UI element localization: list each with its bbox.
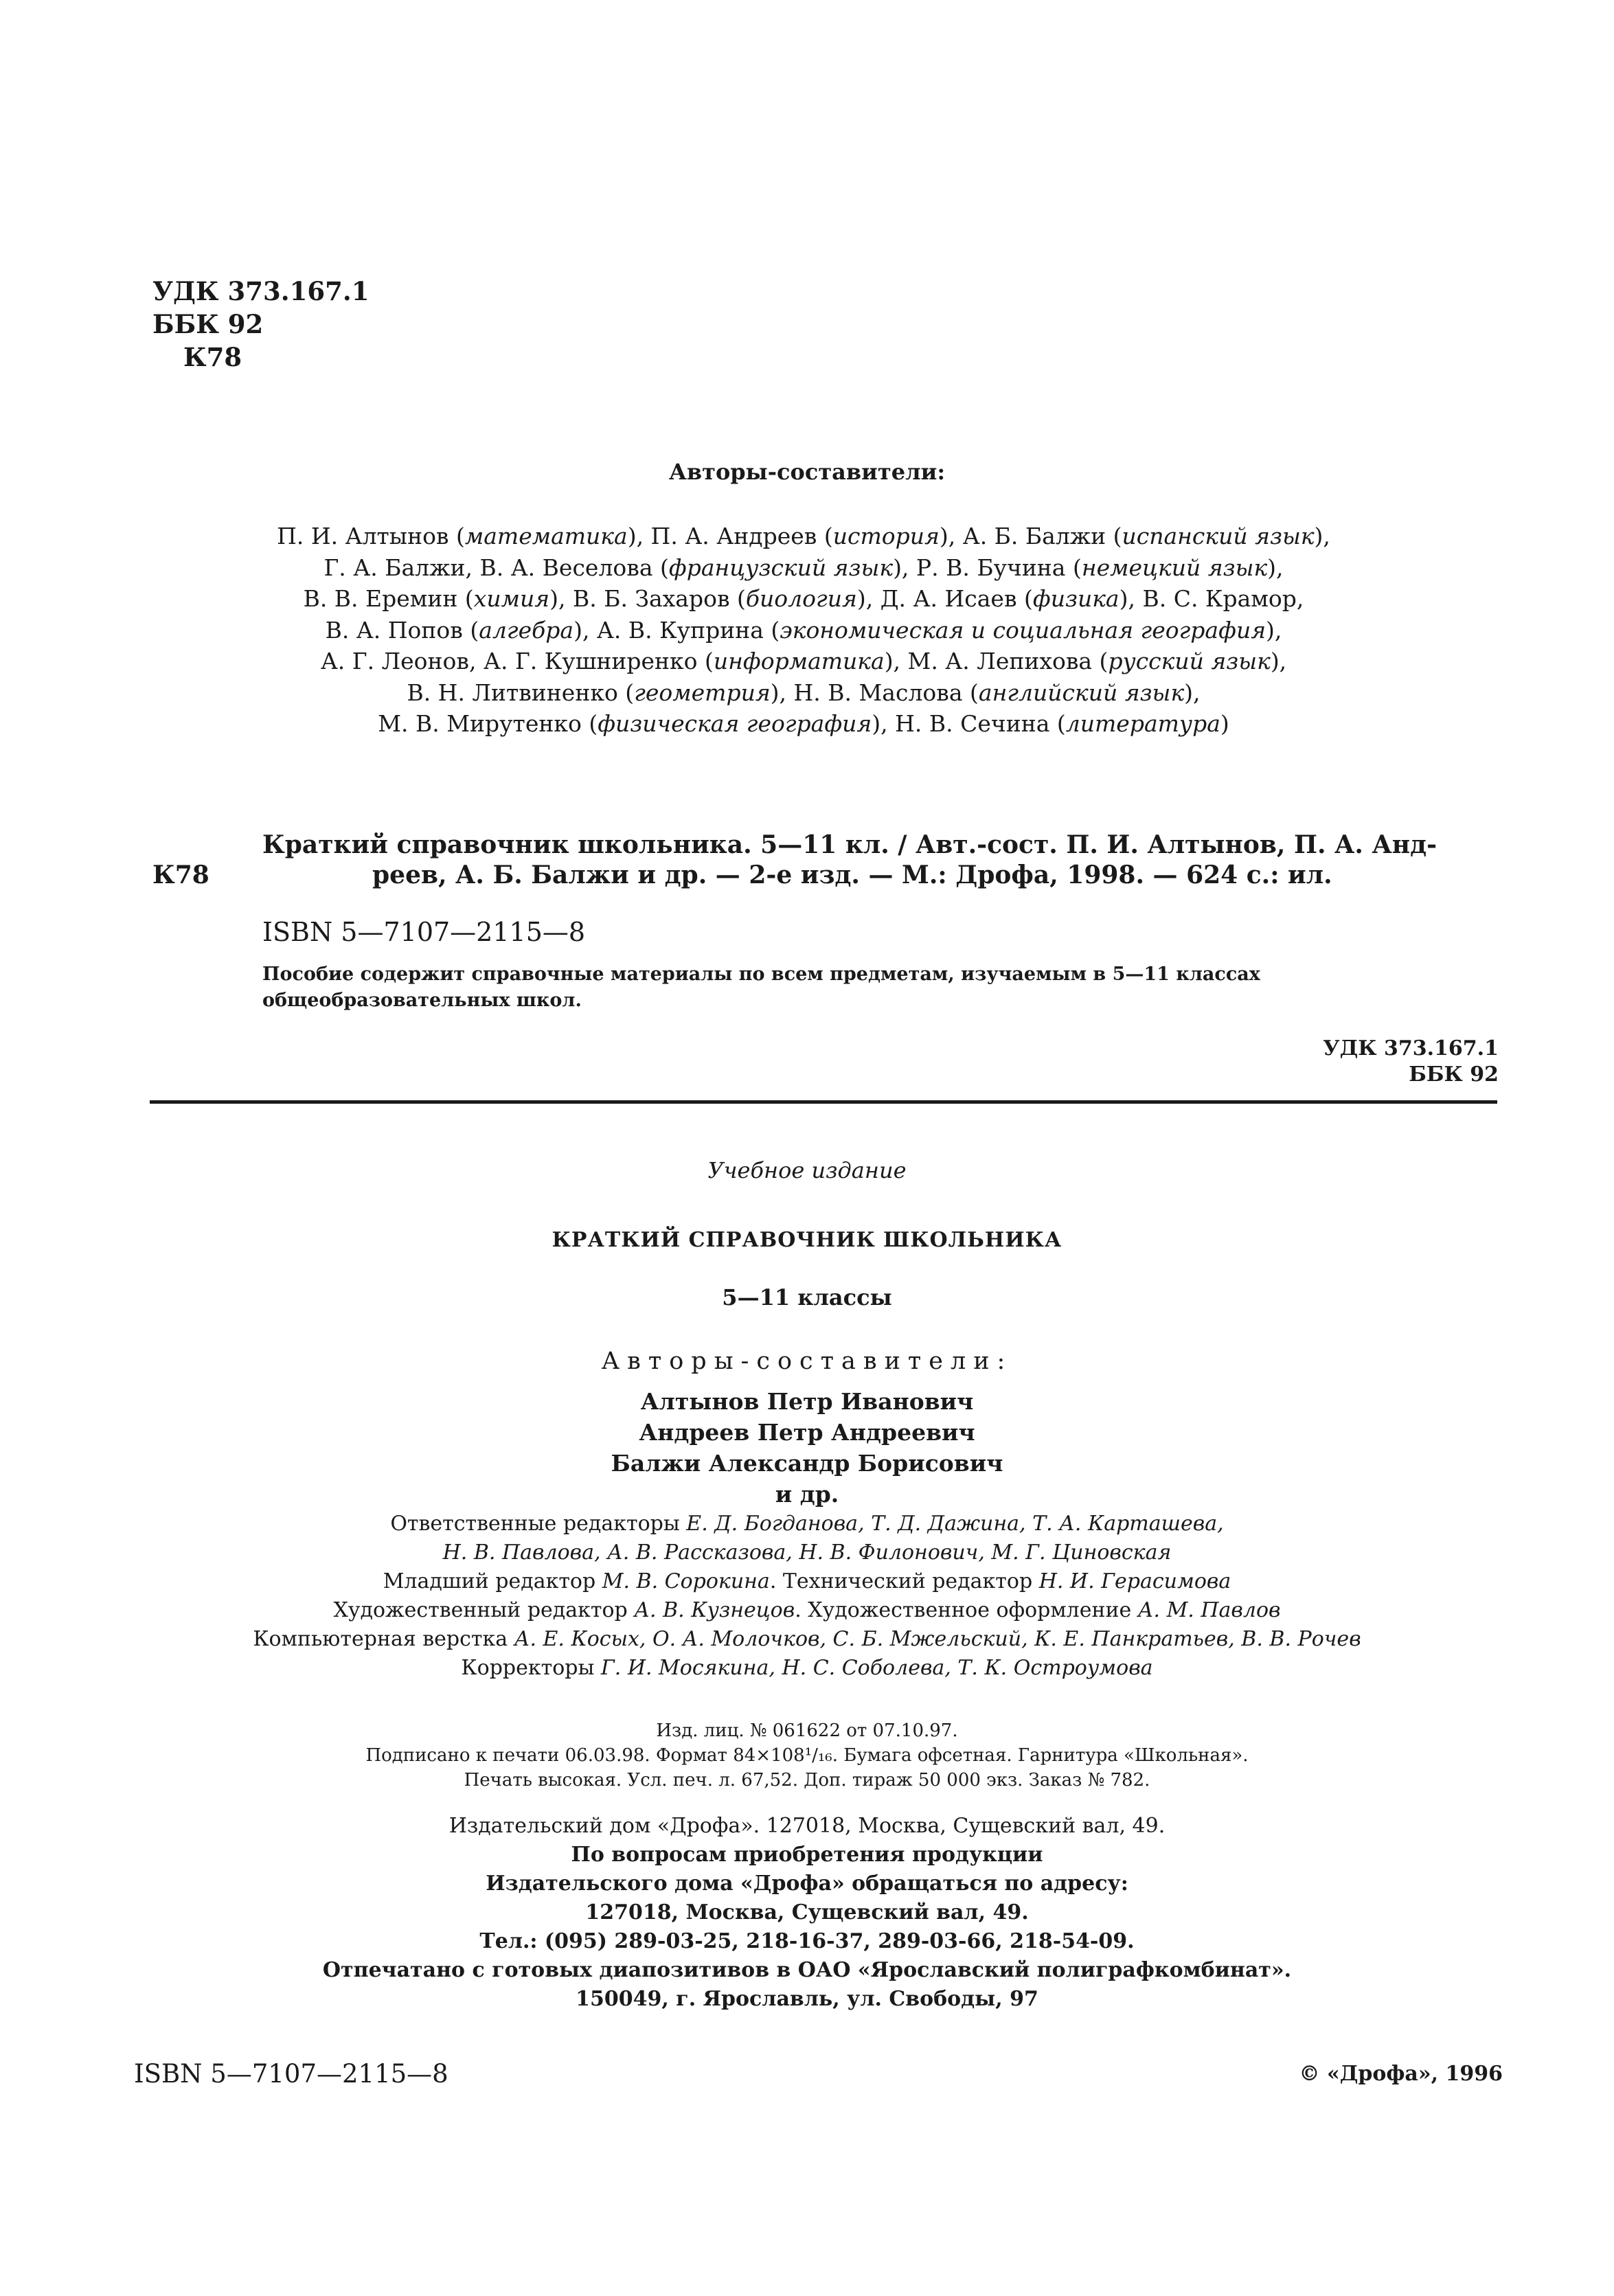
catalog-card-line-1: Краткий справочник школьника. 5—11 кл. / Авт.-сост. П. И. Алтынов, П. А. Анд- (262, 830, 1437, 859)
catalog-card-code: К78 (152, 861, 209, 889)
italic-segment: немецкий язык (1081, 554, 1268, 581)
catalog-card-line-2: реев, А. Б. Балжи и др. — 2-е изд. — М.: Дрофа, 1998. — 624 с.: ил. (372, 861, 1332, 889)
text-line (206, 646, 1401, 677)
text-line (0, 1567, 1614, 1596)
bbk-code: ББК 92 (152, 309, 264, 339)
text-segment: Корректоры (461, 1656, 601, 1680)
italic-segment: А. Е. Косых, О. А. Молочков, С. Б. Мжельский, К. Е. Панкратьев, В. В. Рочев (514, 1627, 1361, 1651)
publisher-line: Издательский дом «Дрофа». 127018, Москва, Сущевский вал, 49. (448, 1814, 1166, 1838)
italic-segment: биология (745, 585, 857, 612)
text-segment: В. Н. Литвиненко ( (407, 679, 635, 706)
catalog-card-annotation: Пособие содержит справочные материалы по всем предметам, изучаемым в 5—11 классах общеобразовательных школ. (262, 964, 1260, 1011)
print-info-line: Изд. лиц. № 061622 от 07.10.97. (656, 1720, 958, 1741)
text-segment: ), А. В. Куприна ( (573, 616, 780, 644)
publisher-info (0, 1812, 1614, 2014)
phone-line: Тел.: (095) 289-03-25, 218-16-37, 289-03-66, 218-54-09. (479, 1929, 1135, 1953)
text-line (206, 708, 1401, 740)
italic-segment: литература (1065, 710, 1220, 737)
text-line (0, 1654, 1614, 1683)
italic-segment: геометрия (634, 679, 771, 706)
imprint-author-names (0, 1386, 1614, 1510)
print-info-line: Подписано к печати 06.03.98. Формат 84×108¹/₁₆. Бумага офсетная. Гарнитура «Школьная». (365, 1745, 1249, 1766)
catalog-card-bbk: ББК 92 (1409, 1062, 1499, 1087)
text-segment: В. А. Попов ( (325, 616, 479, 644)
editors-block (0, 1510, 1614, 1683)
text-segment: В. В. Еремин ( (303, 585, 474, 612)
text-line (0, 1625, 1614, 1654)
text-line (0, 1510, 1614, 1538)
text-segment: ), А. Б. Балжи ( (939, 523, 1122, 549)
italic-segment: химия (473, 585, 550, 612)
authors-list (206, 521, 1401, 740)
italic-segment: математика (464, 523, 628, 549)
print-info (0, 1718, 1614, 1793)
text-segment: ) (1220, 710, 1229, 737)
italic-segment: русский язык (1108, 648, 1271, 674)
footer-copyright: © «Дрофа», 1996 (1299, 2062, 1503, 2086)
italic-segment: А. М. Павлов (1137, 1598, 1281, 1622)
text-segment: П. И. Алтынов ( (277, 523, 465, 549)
text-segment: ), Р. В. Бучина ( (893, 554, 1082, 581)
text-line (206, 583, 1401, 615)
text-segment: Г. А. Балжи, В. А. Веселова ( (323, 554, 669, 581)
text-line (206, 521, 1401, 552)
text-segment: ), Н. В. Сечина ( (872, 710, 1066, 737)
italic-segment: Н. В. Павлова, А. В. Рассказова, Н. В. Филонович, М. Г. Циновская (442, 1541, 1172, 1565)
text-segment: . Технический редактор (769, 1569, 1039, 1593)
text-line (206, 677, 1401, 709)
text-line (206, 552, 1401, 584)
text-segment: ), (1184, 679, 1201, 706)
text-line (0, 1596, 1614, 1625)
text-segment: ), (1314, 523, 1330, 549)
text-segment: ), (1266, 616, 1282, 644)
text-segment: ), М. А. Лепихова ( (884, 648, 1109, 674)
text-segment: А. Г. Леонов, А. Г. Кушниренко ( (320, 648, 714, 674)
text-segment: Младший редактор (383, 1569, 602, 1593)
purchase-info-line: Издательского дома «Дрофа» обращаться по адресу: (486, 1872, 1128, 1896)
text-segment: ), Н. В. Маслова ( (770, 679, 979, 706)
italic-segment: экономическая и социальная география (780, 616, 1266, 644)
udk-code: УДК 373.167.1 (152, 276, 370, 306)
author-name: Алтынов Петр Иванович (640, 1388, 974, 1415)
imprint-authors-heading: Авторы-составители: (601, 1348, 1013, 1375)
text-segment: Ответственные редакторы (390, 1512, 687, 1536)
italic-segment: информатика (713, 648, 885, 674)
print-info-line: Печать высокая. Усл. печ. л. 67,52. Доп. тираж 50 000 экз. Заказ № 782. (464, 1770, 1150, 1791)
author-name: Балжи Александр Борисович (611, 1450, 1003, 1477)
text-segment: Художественный редактор (333, 1598, 635, 1622)
footer-isbn: ISBN 5—7107—2115—8 (134, 2059, 448, 2089)
italic-segment: испанский язык (1122, 523, 1315, 549)
authors-heading: Авторы-составители: (668, 459, 946, 485)
italic-segment: французский язык (668, 554, 894, 581)
purchase-info-line: По вопросам приобретения продукции (571, 1843, 1043, 1867)
text-segment: ), П. А. Андреев ( (627, 523, 833, 549)
italic-segment: английский язык (978, 679, 1185, 706)
edition-type: Учебное издание (707, 1157, 907, 1183)
italic-segment: Г. И. Мосякина, Н. С. Соболева, Т. К. Остроумова (600, 1656, 1153, 1680)
book-classes: 5—11 классы (722, 1284, 892, 1310)
italic-segment: история (832, 523, 940, 549)
text-segment: ), Д. А. Исаев ( (856, 585, 1033, 612)
italic-segment: А. В. Кузнецов (634, 1598, 795, 1622)
italic-segment: физика (1032, 585, 1119, 612)
italic-segment: физическая география (598, 710, 872, 737)
italic-segment: алгебра (479, 616, 574, 644)
text-segment: . Художественное оформление (795, 1598, 1138, 1622)
printer-address-line: 150049, г. Ярославль, ул. Свободы, 97 (576, 1987, 1038, 2011)
text-segment: ), (1270, 648, 1287, 674)
italic-segment: М. В. Сорокина (602, 1569, 770, 1593)
address-line: 127018, Москва, Сущевский вал, 49. (585, 1900, 1029, 1924)
text-segment: М. В. Мирутенко ( (378, 710, 598, 737)
text-line (206, 615, 1401, 646)
text-segment: ), В. С. Крамор, (1119, 585, 1304, 612)
text-segment: ), (1267, 554, 1284, 581)
book-title: КРАТКИЙ СПРАВОЧНИК ШКОЛЬНИКА (552, 1228, 1062, 1252)
catalog-card-udk: УДК 373.167.1 (1323, 1036, 1499, 1060)
catalog-card-isbn: ISBN 5—7107—2115—8 (262, 917, 586, 947)
divider-rule (150, 1100, 1497, 1104)
text-segment: Компьютерная верстка (253, 1627, 514, 1651)
italic-segment: Н. И. Герасимова (1038, 1569, 1231, 1593)
classification-codes (152, 275, 369, 374)
author-sign: К78 (183, 342, 242, 372)
italic-segment: Е. Д. Богданова, Т. Д. Дажина, Т. А. Карташева, (686, 1512, 1224, 1536)
catalog-card-codes (1168, 1036, 1499, 1088)
text-segment: ), В. Б. Захаров ( (549, 585, 746, 612)
author-name: Андреев Петр Андреевич (639, 1419, 975, 1446)
text-line (0, 1538, 1614, 1567)
printer-line: Отпечатано с готовых диапозитивов в ОАО «Ярославский полиграфкомбинат». (322, 1958, 1292, 1982)
author-name-etc: и др. (775, 1481, 839, 1508)
